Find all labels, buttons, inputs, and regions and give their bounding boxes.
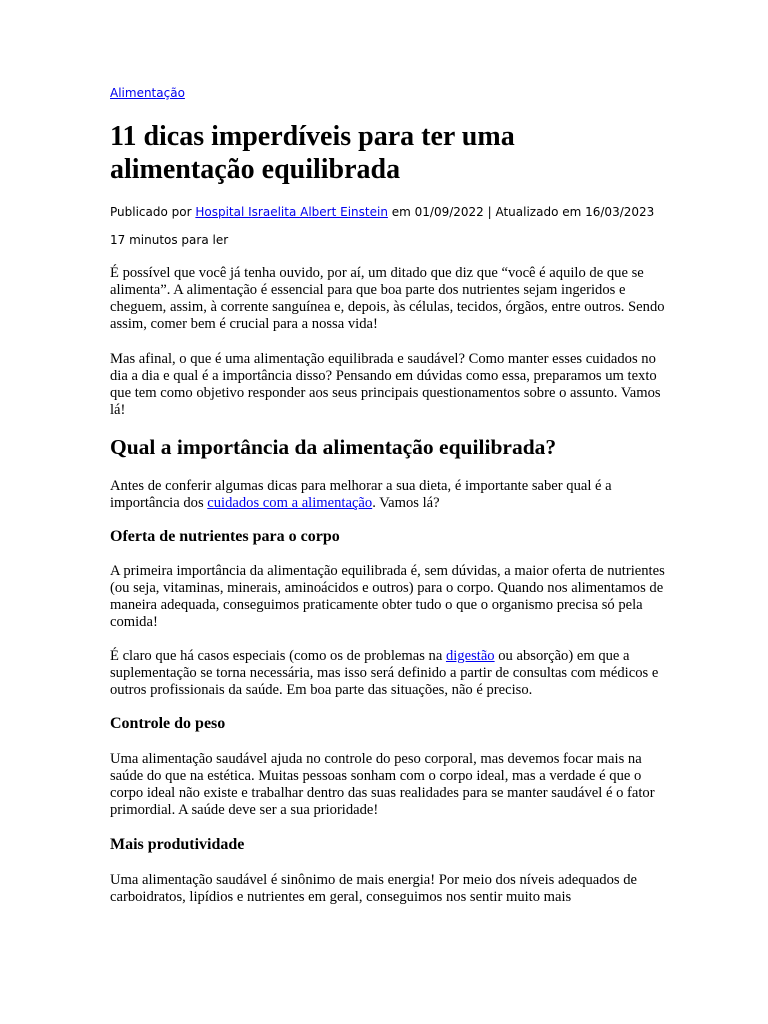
article-title: 11 dicas imperdíveis para ter uma alimentação equilibrada — [110, 121, 515, 185]
author-link[interactable]: Hospital Israelita Albert Einstein — [195, 205, 388, 219]
subheading-productivity: Mais produtividade — [110, 836, 245, 853]
nutrients-paragraph-1: A primeira importância da alimentação equilibrada é, sem dúvidas, a maior oferta de nutrientes (ou seja, vitaminas, minerais, aminoácidos e outros) para o corpo. Quando nos alimentamos de maneira adequada, conseguimos praticamente obter tudo o que o organismo precisa só pela comida! — [110, 563, 665, 630]
read-time: 17 minutos para ler — [110, 233, 229, 247]
food-care-link[interactable]: cuidados com a alimentação — [207, 495, 373, 511]
nutrients-text-after: ou absorção) em que a suplementação se torna necessária, mas isso será definido a partir de consultas com médicos e outros profissionais da saúde. Em boa parte das situações, não é preciso. — [110, 648, 659, 698]
section-heading-importance: Qual a importância da alimentação equilibrada? — [110, 435, 557, 459]
productivity-paragraph: Uma alimentação saudável é sinônimo de mais energia! Por meio dos níveis adequados de carboidratos, lipídios e nutrientes em geral, conseguimos nos sentir muito mais — [110, 872, 637, 905]
subheading-nutrients: Oferta de nutrientes para o corpo — [110, 528, 340, 545]
digestion-link[interactable]: digestão — [445, 648, 495, 664]
category-link[interactable]: Alimentação — [110, 86, 185, 100]
importance-paragraph — [110, 478, 666, 512]
publication-info — [110, 204, 654, 220]
published-dates: em 01/09/2022 | Atualizado em 16/03/2023 — [387, 205, 655, 219]
nutrients-text-before: É claro que há casos especiais (como os de problemas na — [110, 648, 446, 664]
published-prefix: Publicado por — [110, 205, 196, 219]
nutrients-paragraph-2 — [110, 648, 666, 699]
weight-paragraph: Uma alimentação saudável ajuda no controle do peso corporal, mas devemos focar mais na saúde do que na estética. Muitas pessoas sonham com o corpo ideal, mas a verdade é que o corpo ideal não existe e trabalhar dentro das suas realidades para se manter saudável é o fator primordial. A saúde deve ser a sua prioridade! — [110, 751, 655, 818]
subheading-weight: Controle do peso — [110, 715, 226, 732]
importance-text-after: . Vamos lá? — [372, 495, 440, 511]
intro-paragraph-2: Mas afinal, o que é uma alimentação equilibrada e saudável? Como manter esses cuidados no dia a dia e qual é a importância disso? Pensando em dúvidas como essa, preparamos um texto que tem como objetivo responder aos seus principais questionamentos sobre o assunto. Vamos lá! — [110, 351, 661, 418]
importance-text-before: Antes de conferir algumas dicas para melhorar a sua dieta, é importante saber qual é a importância dos — [110, 478, 612, 511]
intro-paragraph-1: É possível que você já tenha ouvido, por aí, um ditado que diz que “você é aquilo de que se alimenta”. A alimentação é essencial para que boa parte dos nutrientes sejam ingeridos e cheguem, assim, à corrente sanguínea e, depois, às células, tecidos, órgãos, entre outros. Sendo assim, comer bem é crucial para a nossa vida! — [110, 265, 665, 332]
